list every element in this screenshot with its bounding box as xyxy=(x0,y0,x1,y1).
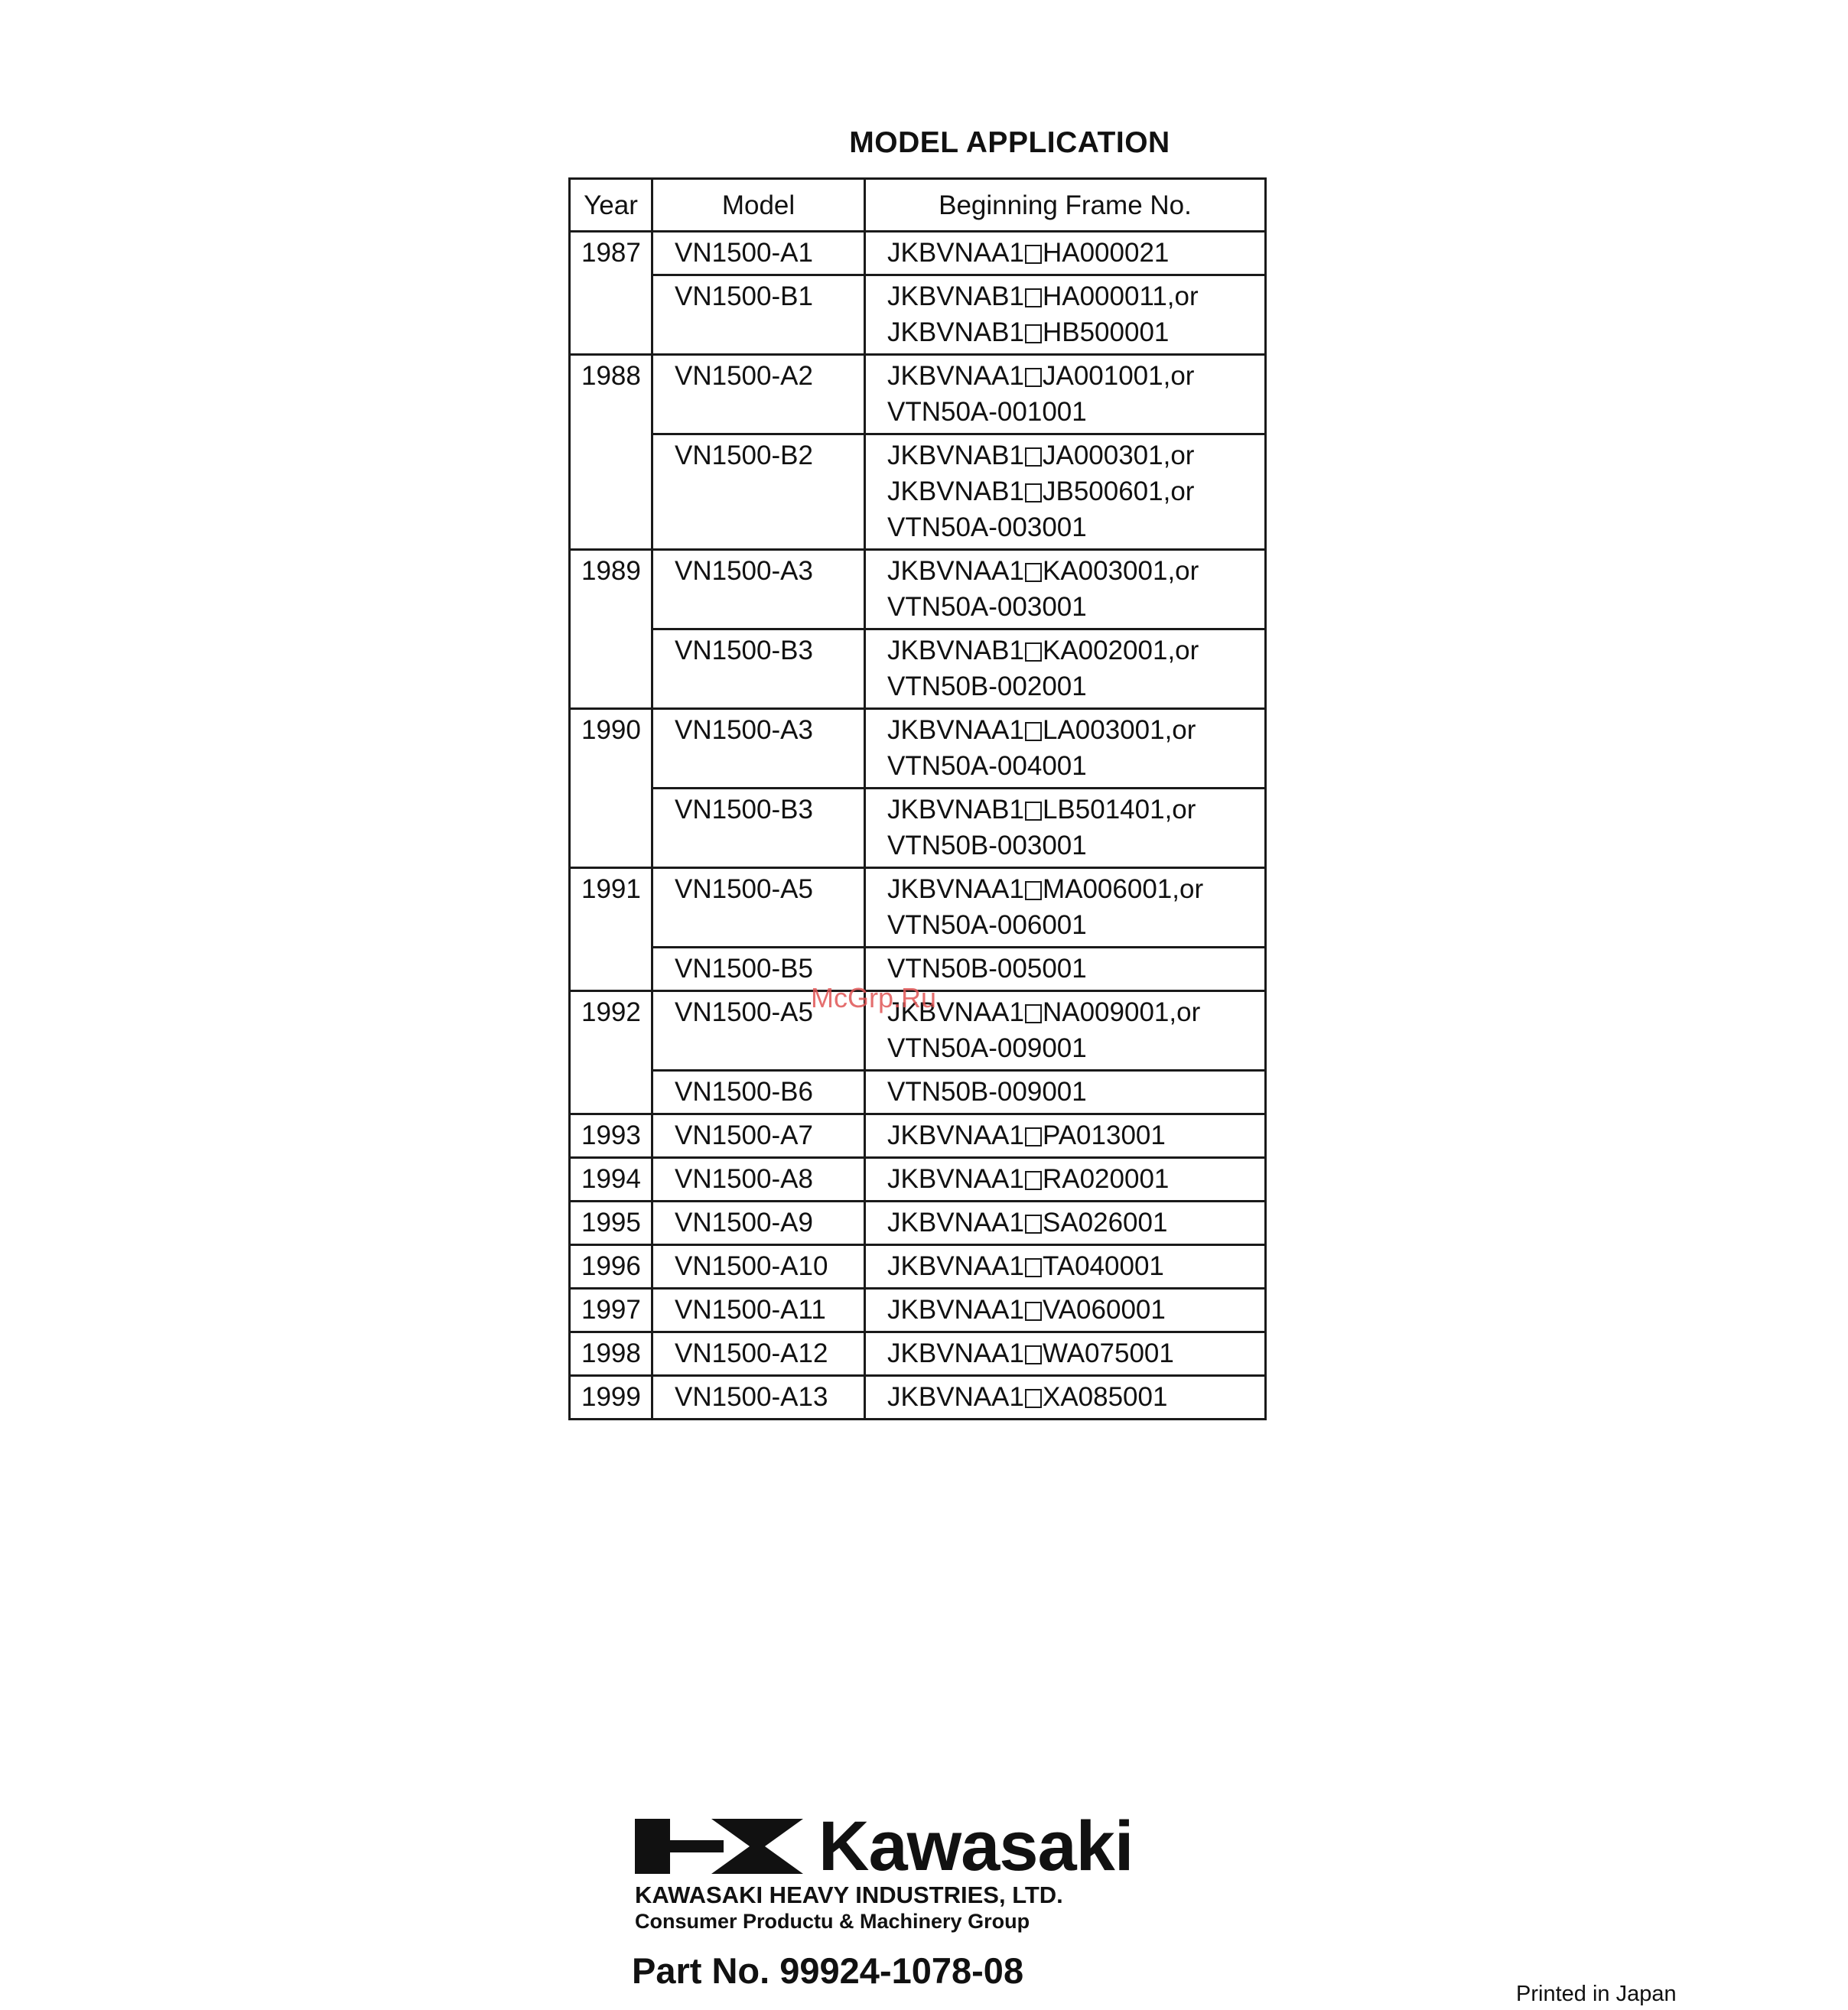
frame-number xyxy=(887,1161,1257,1197)
table-row xyxy=(570,275,1266,355)
frame-cell xyxy=(865,232,1266,275)
model-cell: VN1500-A13 xyxy=(652,1376,865,1420)
table-row xyxy=(570,1158,1266,1202)
frame-prefix: JKBVNAB1 xyxy=(887,317,1024,347)
year-cell: 1997 xyxy=(570,1289,652,1332)
check-digit-box-icon xyxy=(1025,881,1042,900)
frame-cell xyxy=(865,434,1266,550)
check-digit-box-icon xyxy=(1025,563,1042,582)
frame-number xyxy=(887,1205,1257,1241)
table-row xyxy=(570,355,1266,434)
check-digit-box-icon xyxy=(1025,722,1042,741)
frame-prefix: JKBVNAB1 xyxy=(887,441,1024,470)
model-cell: VN1500-B5 xyxy=(652,948,865,991)
frame-prefix: JKBVNAA1 xyxy=(887,1208,1024,1238)
frame-cell xyxy=(865,1202,1266,1245)
frame-number xyxy=(887,235,1257,271)
watermark: McGrp.Ru xyxy=(811,982,937,1013)
table-row xyxy=(570,1114,1266,1158)
frame-number xyxy=(887,437,1257,473)
frame-number: VTN50A-003001 xyxy=(887,512,1087,542)
model-cell: VN1500-A11 xyxy=(652,1289,865,1332)
table-row xyxy=(570,232,1266,275)
frame-suffix: HA000011,or xyxy=(1042,281,1199,311)
frame-number: VTN50B-002001 xyxy=(887,672,1087,701)
table-row xyxy=(570,1202,1266,1245)
frame-cell xyxy=(865,1114,1266,1158)
check-digit-box-icon xyxy=(1025,1004,1042,1023)
frame-number: VTN50B-003001 xyxy=(887,831,1087,860)
table-row xyxy=(570,1289,1266,1332)
frame-number xyxy=(887,871,1257,907)
header-year: Year xyxy=(570,179,652,232)
table-row xyxy=(570,1376,1266,1420)
table-body xyxy=(570,232,1266,1420)
year-cell: 1995 xyxy=(570,1202,652,1245)
frame-suffix: JB500601,or xyxy=(1042,476,1195,506)
frame-number xyxy=(887,712,1257,748)
check-digit-box-icon xyxy=(1025,288,1042,307)
table-row xyxy=(570,550,1266,629)
frame-number xyxy=(887,553,1257,589)
frame-suffix: RA020001 xyxy=(1042,1164,1170,1194)
year-cell: 1992 xyxy=(570,991,652,1114)
frame-prefix: JKBVNAA1 xyxy=(887,997,1024,1027)
model-cell: VN1500-A12 xyxy=(652,1332,865,1376)
frame-cell xyxy=(865,1245,1266,1289)
check-digit-box-icon xyxy=(1025,1302,1042,1321)
frame-cell xyxy=(865,868,1266,948)
frame-prefix: JKBVNAA1 xyxy=(887,874,1024,904)
frame-number xyxy=(887,278,1257,314)
table-row xyxy=(570,868,1266,948)
model-cell: VN1500-A9 xyxy=(652,1202,865,1245)
frame-prefix: JKBVNAB1 xyxy=(887,281,1024,311)
year-cell: 1996 xyxy=(570,1245,652,1289)
model-cell: VN1500-B3 xyxy=(652,629,865,709)
model-cell: VN1500-B3 xyxy=(652,789,865,868)
table-row xyxy=(570,709,1266,789)
frame-cell xyxy=(865,355,1266,434)
frame-number: VTN50A-001001 xyxy=(887,397,1087,427)
frame-cell xyxy=(865,1289,1266,1332)
frame-number: VTN50A-006001 xyxy=(887,910,1087,940)
model-cell: VN1500-A10 xyxy=(652,1245,865,1289)
frame-suffix: LA003001,or xyxy=(1042,715,1196,745)
printed-in: Printed in Japan xyxy=(1516,1982,1677,2006)
check-digit-box-icon xyxy=(1025,324,1042,343)
frame-prefix: JKBVNAB1 xyxy=(887,476,1024,506)
table-row xyxy=(570,1245,1266,1289)
frame-number: VTN50B-009001 xyxy=(887,1077,1087,1107)
frame-cell xyxy=(865,1071,1266,1114)
table-row xyxy=(570,1071,1266,1114)
frame-number: VTN50B-005001 xyxy=(887,954,1087,984)
frame-number xyxy=(887,1335,1257,1371)
year-cell: 1987 xyxy=(570,232,652,355)
model-cell: VN1500-B2 xyxy=(652,434,865,550)
frame-cell xyxy=(865,1332,1266,1376)
model-cell: VN1500-B6 xyxy=(652,1071,865,1114)
page-title: MODEL APPLICATION xyxy=(849,126,1170,159)
frame-prefix: JKBVNAA1 xyxy=(887,1338,1024,1368)
frame-suffix: JA000301,or xyxy=(1042,441,1195,470)
frame-suffix: VA060001 xyxy=(1042,1295,1166,1325)
header-model: Model xyxy=(652,179,865,232)
company-name: KAWASAKI HEAVY INDUSTRIES, LTD. xyxy=(635,1882,1063,1908)
year-cell: 1998 xyxy=(570,1332,652,1376)
year-cell: 1999 xyxy=(570,1376,652,1420)
frame-cell xyxy=(865,1376,1266,1420)
frame-prefix: JKBVNAA1 xyxy=(887,1164,1024,1194)
frame-prefix: JKBVNAA1 xyxy=(887,1120,1024,1150)
frame-number: VTN50A-004001 xyxy=(887,751,1087,781)
kawasaki-k-mark-icon xyxy=(635,1819,803,1874)
year-cell: 1991 xyxy=(570,868,652,991)
table-row xyxy=(570,789,1266,868)
model-cell: VN1500-B1 xyxy=(652,275,865,355)
check-digit-box-icon xyxy=(1025,368,1042,387)
frame-prefix: JKBVNAB1 xyxy=(887,636,1024,665)
frame-cell xyxy=(865,550,1266,629)
model-cell: VN1500-A5 xyxy=(652,868,865,948)
frame-number xyxy=(887,1379,1257,1415)
company-group: Consumer Productu & Machinery Group xyxy=(635,1910,1030,1933)
frame-suffix: WA075001 xyxy=(1042,1338,1174,1368)
model-cell: VN1500-A2 xyxy=(652,355,865,434)
frame-number xyxy=(887,358,1257,394)
frame-number xyxy=(887,1248,1257,1284)
check-digit-box-icon xyxy=(1025,245,1042,264)
check-digit-box-icon xyxy=(1025,1171,1042,1190)
frame-suffix: LB501401,or xyxy=(1042,795,1196,824)
frame-prefix: JKBVNAA1 xyxy=(887,715,1024,745)
frame-cell xyxy=(865,1158,1266,1202)
year-cell: 1988 xyxy=(570,355,652,550)
check-digit-box-icon xyxy=(1025,642,1042,662)
frame-number xyxy=(887,633,1257,668)
check-digit-box-icon xyxy=(1025,802,1042,821)
year-cell: 1993 xyxy=(570,1114,652,1158)
frame-suffix: JA001001,or xyxy=(1042,361,1195,391)
frame-prefix: JKBVNAA1 xyxy=(887,1295,1024,1325)
model-cell: VN1500-A3 xyxy=(652,709,865,789)
check-digit-box-icon xyxy=(1025,1215,1042,1234)
frame-number: VTN50A-003001 xyxy=(887,592,1087,622)
model-cell: VN1500-A1 xyxy=(652,232,865,275)
frame-cell xyxy=(865,629,1266,709)
frame-suffix: MA006001,or xyxy=(1042,874,1204,904)
frame-prefix: JKBVNAA1 xyxy=(887,1251,1024,1281)
frame-suffix: KA003001,or xyxy=(1042,556,1199,586)
frame-suffix: PA013001 xyxy=(1042,1120,1166,1150)
model-cell: VN1500-A5 xyxy=(652,991,865,1071)
frame-suffix: XA085001 xyxy=(1042,1382,1168,1412)
header-frame: Beginning Frame No. xyxy=(865,179,1266,232)
part-number: Part No. 99924-1078-08 xyxy=(632,1950,1024,1991)
frame-prefix: JKBVNAA1 xyxy=(887,556,1024,586)
table-header-row xyxy=(570,179,1266,232)
year-cell: 1989 xyxy=(570,550,652,709)
frame-suffix: HA000021 xyxy=(1042,238,1170,268)
model-cell: VN1500-A7 xyxy=(652,1114,865,1158)
model-cell: VN1500-A3 xyxy=(652,550,865,629)
frame-prefix: JKBVNAB1 xyxy=(887,795,1024,824)
frame-number xyxy=(887,994,1257,1030)
frame-suffix: KA002001,or xyxy=(1042,636,1199,665)
table-row xyxy=(570,434,1266,550)
frame-suffix: NA009001,or xyxy=(1042,997,1201,1027)
brand-name: Kawasaki xyxy=(818,1807,1134,1885)
frame-prefix: JKBVNAA1 xyxy=(887,1382,1024,1412)
frame-prefix: JKBVNAA1 xyxy=(887,361,1024,391)
frame-number xyxy=(887,314,1257,350)
frame-cell xyxy=(865,789,1266,868)
frame-cell xyxy=(865,275,1266,355)
model-cell: VN1500-A8 xyxy=(652,1158,865,1202)
check-digit-box-icon xyxy=(1025,1127,1042,1146)
check-digit-box-icon xyxy=(1025,483,1042,502)
frame-number: VTN50A-009001 xyxy=(887,1033,1087,1063)
year-cell: 1994 xyxy=(570,1158,652,1202)
frame-number xyxy=(887,1292,1257,1328)
frame-number xyxy=(887,1117,1257,1153)
model-application-table xyxy=(568,177,1267,1420)
frame-suffix: SA026001 xyxy=(1042,1208,1168,1238)
check-digit-box-icon xyxy=(1025,447,1042,467)
frame-number xyxy=(887,792,1257,828)
table-row xyxy=(570,1332,1266,1376)
check-digit-box-icon xyxy=(1025,1345,1042,1364)
frame-prefix: JKBVNAA1 xyxy=(887,238,1024,268)
frame-cell xyxy=(865,709,1266,789)
check-digit-box-icon xyxy=(1025,1258,1042,1277)
frame-suffix: TA040001 xyxy=(1042,1251,1164,1281)
table-row xyxy=(570,629,1266,709)
check-digit-box-icon xyxy=(1025,1389,1042,1408)
frame-number xyxy=(887,473,1257,509)
frame-suffix: HB500001 xyxy=(1042,317,1170,347)
year-cell: 1990 xyxy=(570,709,652,868)
